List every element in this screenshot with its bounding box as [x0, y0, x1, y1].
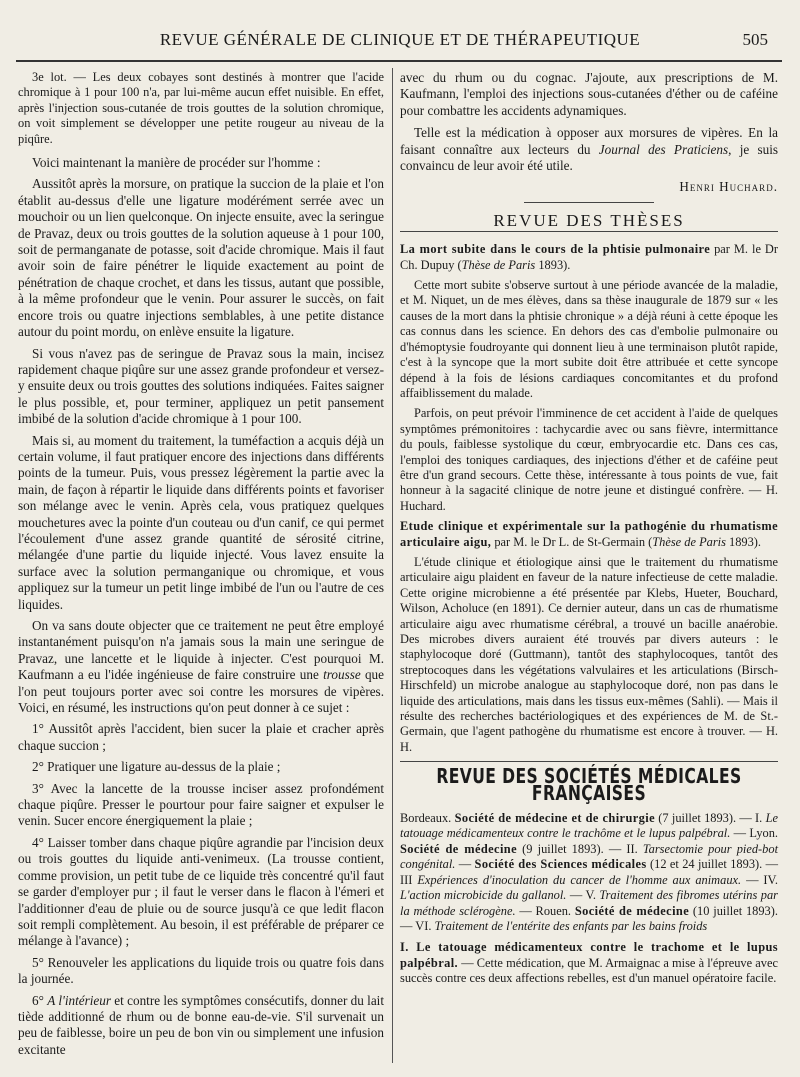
society-name: Société de médecine [574, 903, 690, 918]
italic-run: Expériences d'inoculation du cancer de l'homme aux animaux. [417, 872, 742, 887]
italic-run: Thèse de Paris [461, 257, 536, 272]
italic-run: Traitement de l'entérite des enfants par les bains froids [434, 918, 708, 933]
paragraph: L'étude clinique et étiologique ainsi que le traitement du rhumatisme articulaire aigu plaident en faveur de la nature infectieuse de cette maladie. Cette origine microbienne a été présentée par Klebs, Hueter, Bouchard, Wilson, Acholuce (en 1891). Ce dernier auteur, dans un cas de rhumatisme articulaire aigu avec rhumatisme cérébral, a trouvé un bacille anaérobie. Des microbes divers auraient été trouvés par divers auteurs : le staphylocoque doré (Guttmann), tantôt des staphylocoques, tantôt des streptocoques dans les végétations valvulaires et les articulations (Birsch-Hirschfeld) un microbe analogue au staphylocoque doré, non pas dans le liquide des articulations, mais dans les tissus eux-mêmes (Sahli). — Mais il résulte des recherches bactériologiques et des expériences de M. de St.-Germain, que l'agent pathogène du rhumatisme est encore à trouver. — H. H. [400, 554, 778, 754]
paragraph: Mais si, au moment du traitement, la tuméfaction a acquis déjà un certain volume, il faut pratiquer encore des injections dans différents points de la tumeur. Puis, vous pressez légèrement la partie avec la main, de façon à répartir le liquide dans différents points et favoriser son mélange avec le venin. Après cela, vous pratiquez quelques mouchetures avec la pointe d'un couteau ou d'un canif, ce qui permet l'écoulement d'une assez grande quantité de sérosité citrine, mélangée d'une partie du liquide injecté. Vous lavez ensuite la surface avec la solution permanganique ou chromique, et vous appliquez sur la tumeur un petit linge imbibé de l'un ou l'autre de ces liquides. [18, 432, 384, 612]
column-divider [392, 68, 393, 1063]
paragraph: Voici maintenant la manière de procéder sur l'homme : [32, 155, 321, 171]
text-run: (12 et 24 juillet 1893). — III [400, 857, 778, 887]
paragraph: Aussitôt après la morsure, on pratique la succion de la plaie et l'on établit au-dessus d'elle une ligature modérément serrée avec un mouchoir ou un lien quelconque. On injecte ensuite, avec la seringue de Pravaz, deux ou trois gouttes de la solution aqueuse à 1 pour 100, soit de permanganate de potasse, soit d'acide chromique. Mais il faut avoir soin de faire pénétrer le liquide exactement au point de pénétration de chaque crochet, et dans les tissus, autant que possible, à la même profondeur que le venin. Pour assurer le succès, on fait encore trois ou quatre injections semblables, à une petite distance autour du point mordu, on enlève ensuite la ligature. [18, 176, 384, 340]
text-run: et contre les symptômes consécutifs, donner du lait tiède additionné de rhum ou de bonne eau-de-vie. S'il survenait un peu de faiblesse, boire un peu de bon vin ou simplement une infusion excitante [18, 992, 385, 1057]
paragraph: Parfois, on peut prévoir l'imminence de cet accident à l'aide de quelques symptômes prémonitoires : tachycardie avec ou sans fièvre, intermittance du pouls, faiblesse systolique du cœur, embryocardie etc. Dans ces cas, l'emploi des toniques cardiaques, des injections d'éther et de caféine peut être d'un grand secours. Cette thèse, intéressante à tous points de vue, fait honneur à la sagacité clinique de notre jeune et distingué confrère. — H. Huchard. [400, 406, 778, 513]
text-run: (9 juillet 1893). — II. [517, 841, 643, 856]
left-column [18, 70, 384, 1063]
text-run: par M. le Dr Ch. Dupuy ( [400, 242, 778, 272]
text-run: — Rouen. [515, 903, 575, 918]
italic-run: Journal des Praticiens [598, 141, 729, 157]
instruction-item: 5° Renouveler les applications du liquide trois ou quatre fois dans la journée. [18, 954, 384, 987]
text-run: (10 juillet 1893). — VI. [400, 903, 778, 933]
italic-run: A l'intérieur [47, 992, 111, 1008]
society-name: Société de médecine et de chirurgie [454, 811, 655, 826]
page-number: 505 [742, 30, 768, 49]
thesis-heading [400, 519, 778, 550]
section-title-theses: REVUE DES THÈSES [400, 213, 778, 232]
paragraph [400, 125, 778, 174]
society-name: Société de médecine [400, 841, 517, 856]
section-rule [524, 202, 654, 203]
text-run: On va sans doute objecter que ce traitement ne peut être employé instantanément puisqu'on n'a jamais sous la main une seringue de Pravaz, une lancette et le liquide à injecter. C'est pourquoi M. Kaufmann a eu l'idée ingénieuse de faire construire une [18, 618, 384, 683]
text-run: — IV. [741, 872, 778, 887]
society-entry [400, 940, 778, 986]
instruction-item: 1° Aussitôt après l'accident, bien sucer la plaie et cracher après chaque succion ; [18, 721, 384, 753]
text-run: , je suis convaincu de leur avoir été utile. [400, 141, 778, 174]
italic-run: Traitement des fibromes utérins par la méthode sclérogène. [400, 888, 778, 918]
section-rule [400, 761, 778, 762]
text-run: — Lyon. [730, 826, 779, 841]
paragraph: Cette mort subite s'observe surtout à une période avancée de la maladie, et M. Niquet, un de mes élèves, dans sa thèse inaugurale de 1879 sur « les causes de la mort dans la phtisie chronique » a déjà réuni à cette époque les cas connus dans les science. En dehors des cas d'embolie pulmonaire ou d'hémoptysie foudroyante qui donnent lieu à une terminaison plutôt rapide, c'est à la syncope que la mort subite doit être attribuée et cette syncope dépend à la fois de lésions cardiaques concomitantes et du profond affaiblissement du malade. [400, 278, 778, 400]
thesis-heading [400, 242, 778, 273]
text-run: Bordeaux. [400, 811, 455, 826]
text-run: 1893). [535, 257, 571, 272]
paragraph: 3e lot. — Les deux cobayes sont destinés à montrer que l'acide chromique à 1 pour 100 n'a, par lui-même aucun effet nuisible. En effet, après l'injection sous-cutanée de trois gouttes de la solution chromique, on voit simplement se développer une petite rougeur au niveau de la piqûre. [18, 70, 384, 146]
paragraph [18, 618, 384, 716]
paragraph: avec du rhum ou du cognac. J'ajoute, aux prescriptions de M. Kaufmann, l'emploi des injections sous-cutanées d'éther ou de caféine pour combattre les accidents adynamiques. [400, 70, 778, 118]
section-title-societes: REVUE DES SOCIÉTÉS MÉDICALES FRANÇAISES [436, 764, 742, 805]
italic-run: L'action microbicide du gallanol. [400, 888, 567, 903]
text-run: par M. le Dr L. de St-Germain ( [491, 534, 653, 549]
italic-run: Thèse de Paris [652, 534, 726, 549]
signature: Henri Huchard. [679, 179, 778, 195]
text-run: que l'on peut toujours porter avec soi contre les morsures de vipères. Voici, en résumé, les instructions qu'on peut donner à ce sujet : [18, 667, 385, 716]
text-run: 6° [32, 992, 48, 1008]
society-name: Société des Sciences médicales [474, 857, 647, 872]
italic-run: Tarsectomie pour pied-bot congénital. [400, 841, 779, 872]
text-run: (7 juillet 1893). — I. [654, 811, 766, 826]
text-run: Telle est la médication à opposer aux morsures de vipères. En la faisant connaître aux lecteurs du [400, 125, 778, 157]
instruction-item: 4° Laisser tomber dans chaque piqûre agrandie par l'incision deux ou trois gouttes du liquide anti-venimeux. (La trousse contient, comme provision, un petit tube de ce liquide très concentré qu'il faut se garder d'employer pur ; il faut le verser dans le flacon à l'émeri et l'additionner d'eau de pluie ou de source jusqu'à ce que ledit flacon soit rempli complètement. Au besoin, il est préférable de préparer ce mélange à l'avance) ; [18, 834, 384, 949]
instruction-item: 2° Pratiquer une ligature au-dessus de la plaie ; [32, 759, 281, 775]
instruction-item: 3° Avec la lancette de la trousse inciser assez profondément chaque piqûre. Presser le pourtour pour faire saigner et expulser le venin. Sucer encore énergiquement la plaie ; [18, 780, 384, 829]
right-column [400, 70, 778, 992]
journal-title: REVUE GÉNÉRALE DE CLINIQUE ET DE THÉRAPEUTIQUE [159, 30, 641, 49]
text-run: — V. [566, 888, 600, 903]
running-header [0, 24, 800, 54]
text-run: — [455, 857, 475, 872]
header-rule [16, 60, 782, 62]
text-run: — Cette médication, que M. Armaignac a mise à l'épreuve avec succès contre ces deux affections rebelles, est d'un manuel opératoire facile. [400, 955, 778, 986]
paragraph: Si vous n'avez pas de seringue de Pravaz sous la main, incisez rapidement chaque piqûre sur une assez grande profondeur et versez-y ensuite deux ou trois gouttes des solutions indiquées. Faites saigner le plus possible, et, pour terminer, appliquez un petit pansement imbibé de la solution d'acide chromique à 1 pour 100. [18, 345, 384, 427]
instruction-item [18, 993, 384, 1059]
italic-run: Le tatouage médicamenteux contre le trachôme et le lupus palpébral. [400, 811, 778, 841]
summary-paragraph [400, 811, 778, 934]
italic-run: trousse [323, 667, 361, 683]
text-run: 1893). [725, 534, 762, 549]
entry-title: I. Le tatouage médicamenteux contre le trachome et le lupus palpébral. [400, 940, 778, 970]
thesis-title: Etude clinique et expérimentale sur la pathogénie du rhumatisme articulaire aigu, [400, 519, 778, 549]
thesis-title: La mort subite dans le cours de la phtisie pulmonaire [400, 242, 711, 257]
